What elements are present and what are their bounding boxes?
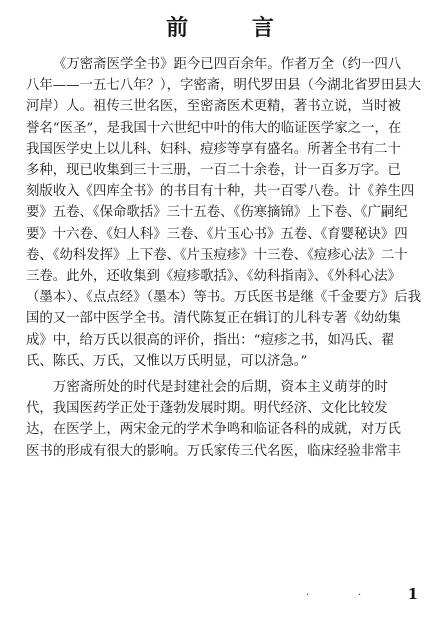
text-line: 成》中，给万氏以很高的评价，指出：“痘疹之书，如冯氏、翟 xyxy=(26,332,395,348)
scan-speck: · xyxy=(306,590,310,601)
text-line: 河岸）人。祖传三世名医，至密斋医术更精，著书立说，当时被 xyxy=(26,99,401,115)
paragraph-1 xyxy=(26,54,422,372)
text-line: 要》五卷、《保命歌括》三十五卷、《伤寒摘锦》上下卷、《广嗣纪 xyxy=(26,205,408,221)
text-line: 达，在医学上，两宋金元的学术争鸣和临证各科的成就，对万氏 xyxy=(26,422,401,438)
text-line: 万密斋所处的时代是封建社会的后期，资本主义萌芽的时 xyxy=(53,380,388,396)
text-line: 《万密斋医学全书》距今已四百余年。作者万全（约一四八 xyxy=(53,57,402,72)
text-line: 八年——一五七八年？），字密斋，明代罗田县（今湖北省罗田县大 xyxy=(26,78,422,94)
page-title: 前 言 xyxy=(166,15,302,41)
text-line: 誉名“医圣”，是我国十六世纪中叶的伟大的临证医学家之一，在 xyxy=(26,120,402,136)
paragraph-2 xyxy=(26,377,422,462)
body-text xyxy=(26,54,422,462)
text-line: 我国医学史上以儿科、妇科、痘疹等享有盛名。所著全书有二十 xyxy=(26,141,401,157)
text-line: 代，我国医药学正处于蓬勃发展时期。明代经济、文化比较发 xyxy=(26,401,388,417)
text-line: 医书的形成有很大的影响。万氏家传三代名医，临床经验非常丰 xyxy=(26,443,401,459)
page-number: 1 xyxy=(407,585,418,603)
text-line: 氏、陈氏、万氏，又惟以万氏明显，可以济急。” xyxy=(26,353,308,369)
text-line: 要》十六卷、《妇人科》三卷、《片玉心书》五卷、《育婴秘诀》四 xyxy=(26,226,408,242)
text-line: 三卷。此外，还收集到《痘疹歌括》、《幼科指南》、《外科心法》 xyxy=(26,269,401,285)
text-line: （墨本）、《点点经》（墨本）等书。万氏医书是继《千金要方》后我 xyxy=(26,290,422,306)
text-line: 卷、《幼科发挥》上下卷、《片玉痘疹》十三卷、《痘疹心法》二十 xyxy=(26,247,408,263)
scan-speck: · xyxy=(358,590,362,601)
text-line: 多种，现已收集到三十三册，一百二十余卷，计一百多万字。已 xyxy=(26,163,401,179)
text-line: 刻版收入《四库全书》的书目有十种，共一百零八卷。计《养生四 xyxy=(26,184,415,200)
text-line: 国的又一部中医学全书。清代陈复正在辑订的儿科专著《幼幼集 xyxy=(26,311,401,327)
